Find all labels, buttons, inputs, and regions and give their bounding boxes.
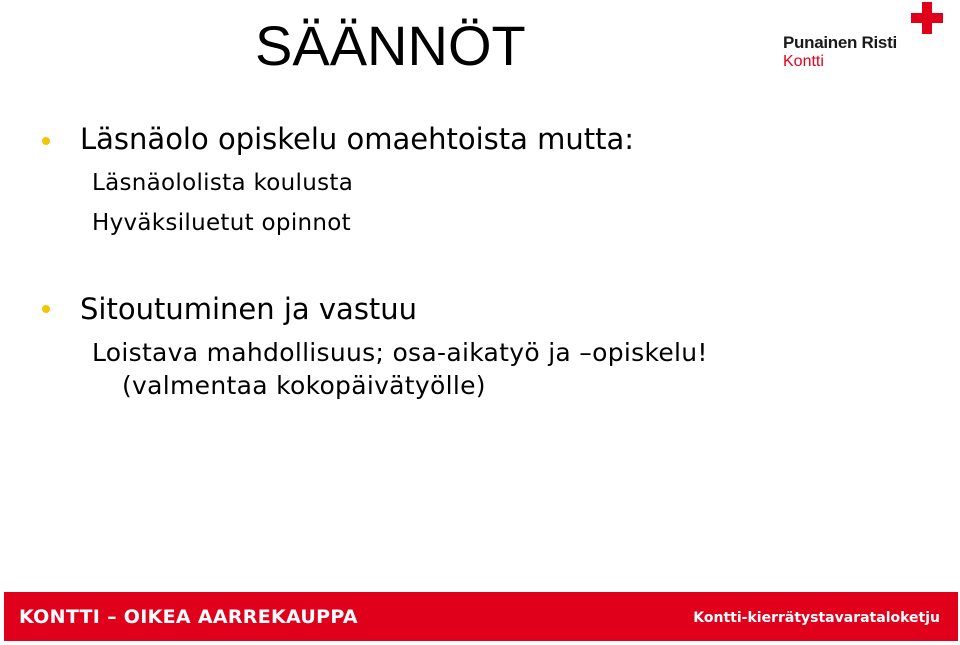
logo-name: Punainen Risti	[783, 33, 897, 52]
logo-subname: Kontti	[783, 53, 824, 70]
bullet-dot	[42, 137, 50, 145]
footer-bar	[4, 592, 958, 641]
sub-item-text: (valmentaa kokopäivätyölle)	[122, 371, 486, 400]
bullet-text: Sitoutuminen ja vastuu	[80, 292, 418, 326]
sub-item-text: Loistava mahdollisuus; osa-aikatyö ja –opiskelu!	[92, 338, 708, 367]
sub-item-text: Läsnäololista koulusta	[92, 170, 354, 196]
bullet-text: Läsnäolo opiskelu omaehtoista mutta:	[80, 122, 635, 156]
footer-tagline: KONTTI – OIKEA AARREKAUPPA	[19, 606, 358, 628]
footer-chain-name: Kontti-kierrätystavarataloketju	[693, 610, 940, 626]
red-cross-logo	[783, 2, 951, 74]
slide-title: SÄÄNNÖT	[255, 14, 526, 77]
sub-item-text: Hyväksiluetut opinnot	[92, 210, 351, 236]
bullet-dot	[42, 305, 50, 313]
red-cross-icon	[911, 2, 943, 34]
